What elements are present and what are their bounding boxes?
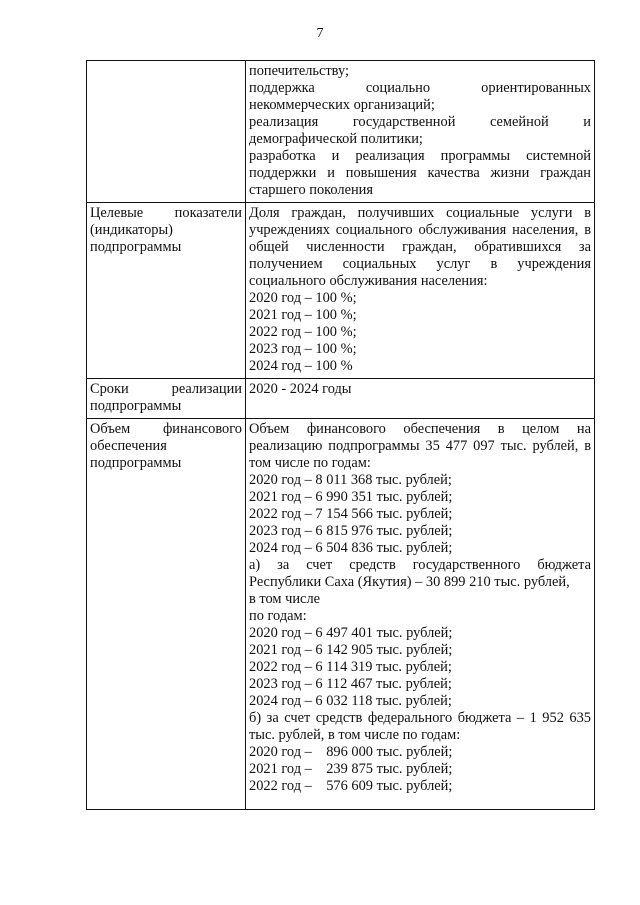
row-value-terms: 2020 - 2024 годы (246, 379, 595, 419)
row-value-cell (246, 61, 595, 203)
list-item: реализация государственной семейной и демографической политики; (249, 114, 591, 147)
regional-year-value: 2021 год – 6 142 905 тыс. рублей; (249, 642, 453, 658)
regional-year-value: 2020 год – 6 497 401 тыс. рублей; (249, 625, 453, 641)
table-row (87, 203, 595, 379)
row-value-cell (246, 203, 595, 379)
federal-budget-text: б) за счет средств федерального бюджета – 1 952 635 тыс. рублей, в том числе по годам: (249, 710, 591, 743)
passport-table (86, 60, 595, 810)
federal-year-value: 2021 год – 239 875 тыс. рублей; (249, 761, 453, 777)
indicator-year-value: 2021 год – 100 %; (249, 307, 357, 323)
funding-year-value: 2024 год – 6 504 836 тыс. рублей; (249, 540, 453, 556)
row-label-empty (87, 61, 246, 203)
table-row (87, 379, 595, 419)
indicator-year-value: 2023 год – 100 %; (249, 341, 357, 357)
indicator-year-value: 2022 год – 100 %; (249, 324, 357, 340)
indicator-description: Доля граждан, получивших социальные услуги в учреждениях социального обслуживания населения, в общей численности граждан, обратившихся за получением социальных услуг в учреждения социального обслуживания населения: (249, 205, 591, 289)
row-label-funding: Объем финансового обеспечения подпрограммы (87, 419, 246, 810)
federal-year-value: 2020 год – 896 000 тыс. рублей; (249, 744, 453, 760)
regional-budget-text: а) за счет средств государственного бюджета Республики Саха (Якутия) – 30 899 210 тыс. рублей, (249, 557, 591, 590)
row-value-cell (246, 419, 595, 810)
list-item: поддержка социально ориентированных некоммерческих организаций; (249, 80, 591, 113)
table-row (87, 61, 595, 203)
page-number: 7 (316, 26, 324, 41)
funding-year-value: 2021 год – 6 990 351 тыс. рублей; (249, 489, 453, 505)
row-label-indicators: Целевые показатели (индикаторы) подпрограммы (87, 203, 246, 379)
federal-year-value: 2022 год – 576 609 тыс. рублей; (249, 778, 453, 794)
funding-total-text: Объем финансового обеспечения в целом на реализацию подпрограммы 35 477 097 тыс. рублей, в том числе по годам: (249, 421, 591, 471)
funding-year-value: 2023 год – 6 815 976 тыс. рублей; (249, 523, 453, 539)
list-item: попечительству; (249, 63, 349, 79)
regional-budget-text: в том числе (249, 591, 321, 607)
indicator-year-value: 2020 год – 100 %; (249, 290, 357, 306)
row-label-terms: Сроки реализации подпрограммы (87, 379, 246, 419)
regional-year-value: 2024 год – 6 032 118 тыс. рублей; (249, 693, 452, 709)
funding-year-value: 2020 год – 8 011 368 тыс. рублей; (249, 472, 452, 488)
list-item: разработка и реализация программы системной поддержки и повышения качества жизни граждан старшего поколения (249, 148, 591, 198)
regional-year-value: 2023 год – 6 112 467 тыс. рублей; (249, 676, 452, 692)
funding-year-value: 2022 год – 7 154 566 тыс. рублей; (249, 506, 453, 522)
regional-year-value: 2022 год – 6 114 319 тыс. рублей; (249, 659, 452, 675)
table-row (87, 419, 595, 810)
regional-budget-text: по годам: (249, 608, 307, 624)
indicator-year-value: 2024 год – 100 % (249, 358, 353, 374)
